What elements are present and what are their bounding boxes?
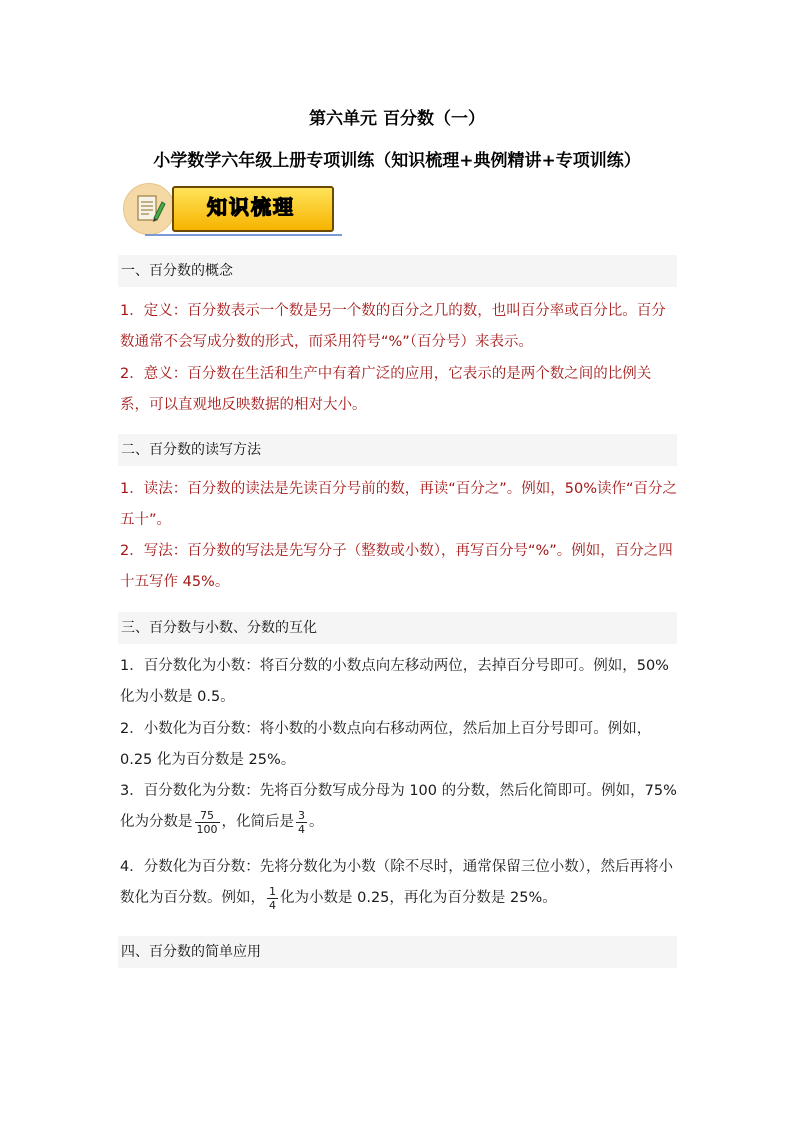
section-heading-conversion: 三、百分数与小数、分数的互化 [118,612,677,644]
banner-label: 知识梳理 [207,195,295,219]
percent-to-fraction-paragraph [120,776,680,838]
fraction-75-100 [195,809,220,836]
fraction-3-4 [296,809,307,836]
section-heading-application: 四、百分数的简单应用 [118,936,677,968]
page-subtitle: 小学数学六年级上册专项训练（知识梳理+典例精讲+专项训练） [153,151,641,171]
fraction-denominator: 4 [298,822,305,836]
concept-meaning-paragraph: 2．意义：百分数在生活和生产中有着广泛的应用，它表示的是两个数之间的比例关系，可以直观地反映数据的相对大小。 [120,366,652,413]
fraction-to-percent-paragraph [120,852,680,914]
reading-method-paragraph: 1．读法：百分数的读法是先读百分号前的数，再读“百分之”。例如，50%读作“百分之五十”。 [120,481,677,528]
percent-to-fraction-text-a: 3．百分数化为分数：先将百分数写成分母为 100 的分数，然后化简即可。例如，75%化为分数是 [120,783,677,830]
writing-method-paragraph: 2．写法：百分数的写法是先写分子（整数或小数），再写百分号“%”。例如，百分之四十五写作 45%。 [120,543,673,590]
percent-to-decimal-paragraph: 1．百分数化为小数：将百分数的小数点向左移动两位，去掉百分号即可。例如，50%化为小数是 0.5。 [120,658,669,705]
fraction-denominator: 4 [269,898,276,912]
fraction-to-percent-text-a: 4．分数化为百分数：先将分数化为小数（除不尽时，通常保留三位小数），然后再将小数化为百分数。例如， [120,859,673,906]
notepad-pencil-icon [123,183,175,235]
fraction-numerator: 75 [195,809,220,823]
percent-to-fraction-text-c: 。 [309,814,324,830]
section-heading-read-write: 二、百分数的读写方法 [118,434,677,466]
fraction-denominator: 100 [196,822,218,836]
page-title: 第六单元 百分数（一） [309,109,485,129]
banner-underline [145,234,342,236]
fraction-numerator: 1 [269,884,276,898]
section-heading-concept: 一、百分数的概念 [118,255,677,287]
concept-definition-paragraph: 1．定义：百分数表示一个数是另一个数的百分之几的数，也叫百分率或百分比。百分数通常不会写成分数的形式，而采用符号“%”（百分号）来表示。 [120,303,666,350]
fraction-to-percent-text-b: 化为小数是 0.25，再化为百分数是 25%。 [280,890,557,906]
percent-to-fraction-text-b: ，化简后是 [221,814,294,830]
fraction-1-4 [267,885,278,912]
decimal-to-percent-paragraph: 2．小数化为百分数：将小数的小数点向右移动两位，然后加上百分号即可。例如，0.25 化为百分数是 25%。 [120,721,652,768]
fraction-numerator: 3 [298,808,305,822]
